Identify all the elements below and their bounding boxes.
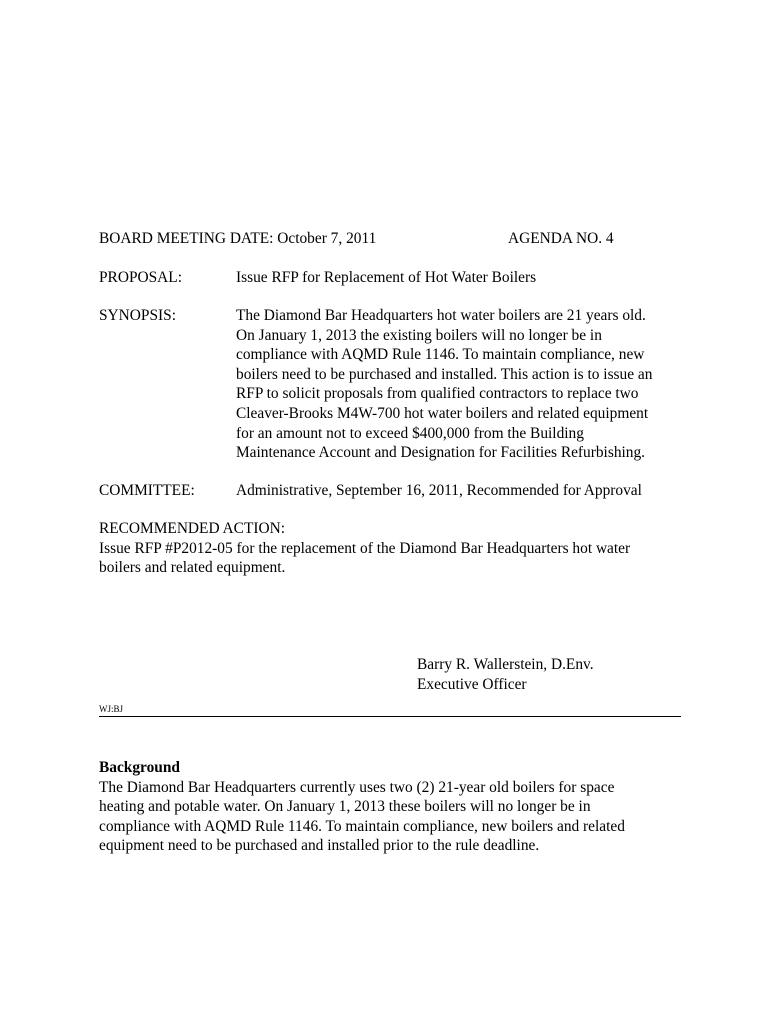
initials: WJ:BJ [99,704,124,714]
signatory-title: Executive Officer [417,675,527,693]
recommended-action-line: boilers and related equipment. [99,559,286,577]
committee-text: Administrative, September 16, 2011, Recommended for Approval [236,482,642,499]
committee-label: COMMITTEE: [99,482,195,499]
proposal-label: PROPOSAL: [99,269,182,286]
synopsis-label: SYNOPSIS: [99,307,176,324]
synopsis-line: RFP to solicit proposals from qualified contractors to replace two [236,385,639,403]
recommended-action-heading: RECOMMENDED ACTION: [99,520,285,537]
background-line: The Diamond Bar Headquarters currently uses two (2) 21-year old boilers for space [99,778,615,796]
signatory-name: Barry R. Wallerstein, D.Env. [417,656,594,673]
synopsis-line: Cleaver-Brooks M4W-700 hot water boilers and related equipment [236,404,649,422]
background-line: compliance with AQMD Rule 1146. To maintain compliance, new boilers and related [99,817,625,835]
synopsis-line: On January 1, 2013 the existing boilers will no longer be in [236,326,602,344]
signature-block [417,655,594,694]
synopsis-text [236,306,676,463]
recommended-action [99,519,630,578]
background-line: equipment need to be purchased and installed prior to the rule deadline. [99,837,540,855]
proposal-text: Issue RFP for Replacement of Hot Water Boilers [236,269,537,286]
synopsis-line: Maintenance Account and Designation for Facilities Refurbishing. [236,444,646,462]
agenda-number: AGENDA NO. 4 [508,230,614,247]
board-meeting-date: BOARD MEETING DATE: October 7, 2011 [99,230,377,247]
synopsis-line: compliance with AQMD Rule 1146. To maintain compliance, new [236,346,645,364]
horizontal-divider [99,716,681,717]
background-line: heating and potable water. On January 1, 2013 these boilers will no longer be in [99,798,591,816]
synopsis-line: boilers need to be purchased and installed. This action is to issue an [236,365,653,383]
background-section [99,758,625,856]
synopsis-line: for an amount not to exceed $400,000 from the Building [236,424,584,442]
recommended-action-line: Issue RFP #P2012-05 for the replacement of the Diamond Bar Headquarters hot water [99,539,631,557]
synopsis-line: The Diamond Bar Headquarters hot water boilers are 21 years old. [236,307,646,324]
background-heading: Background [99,759,180,776]
